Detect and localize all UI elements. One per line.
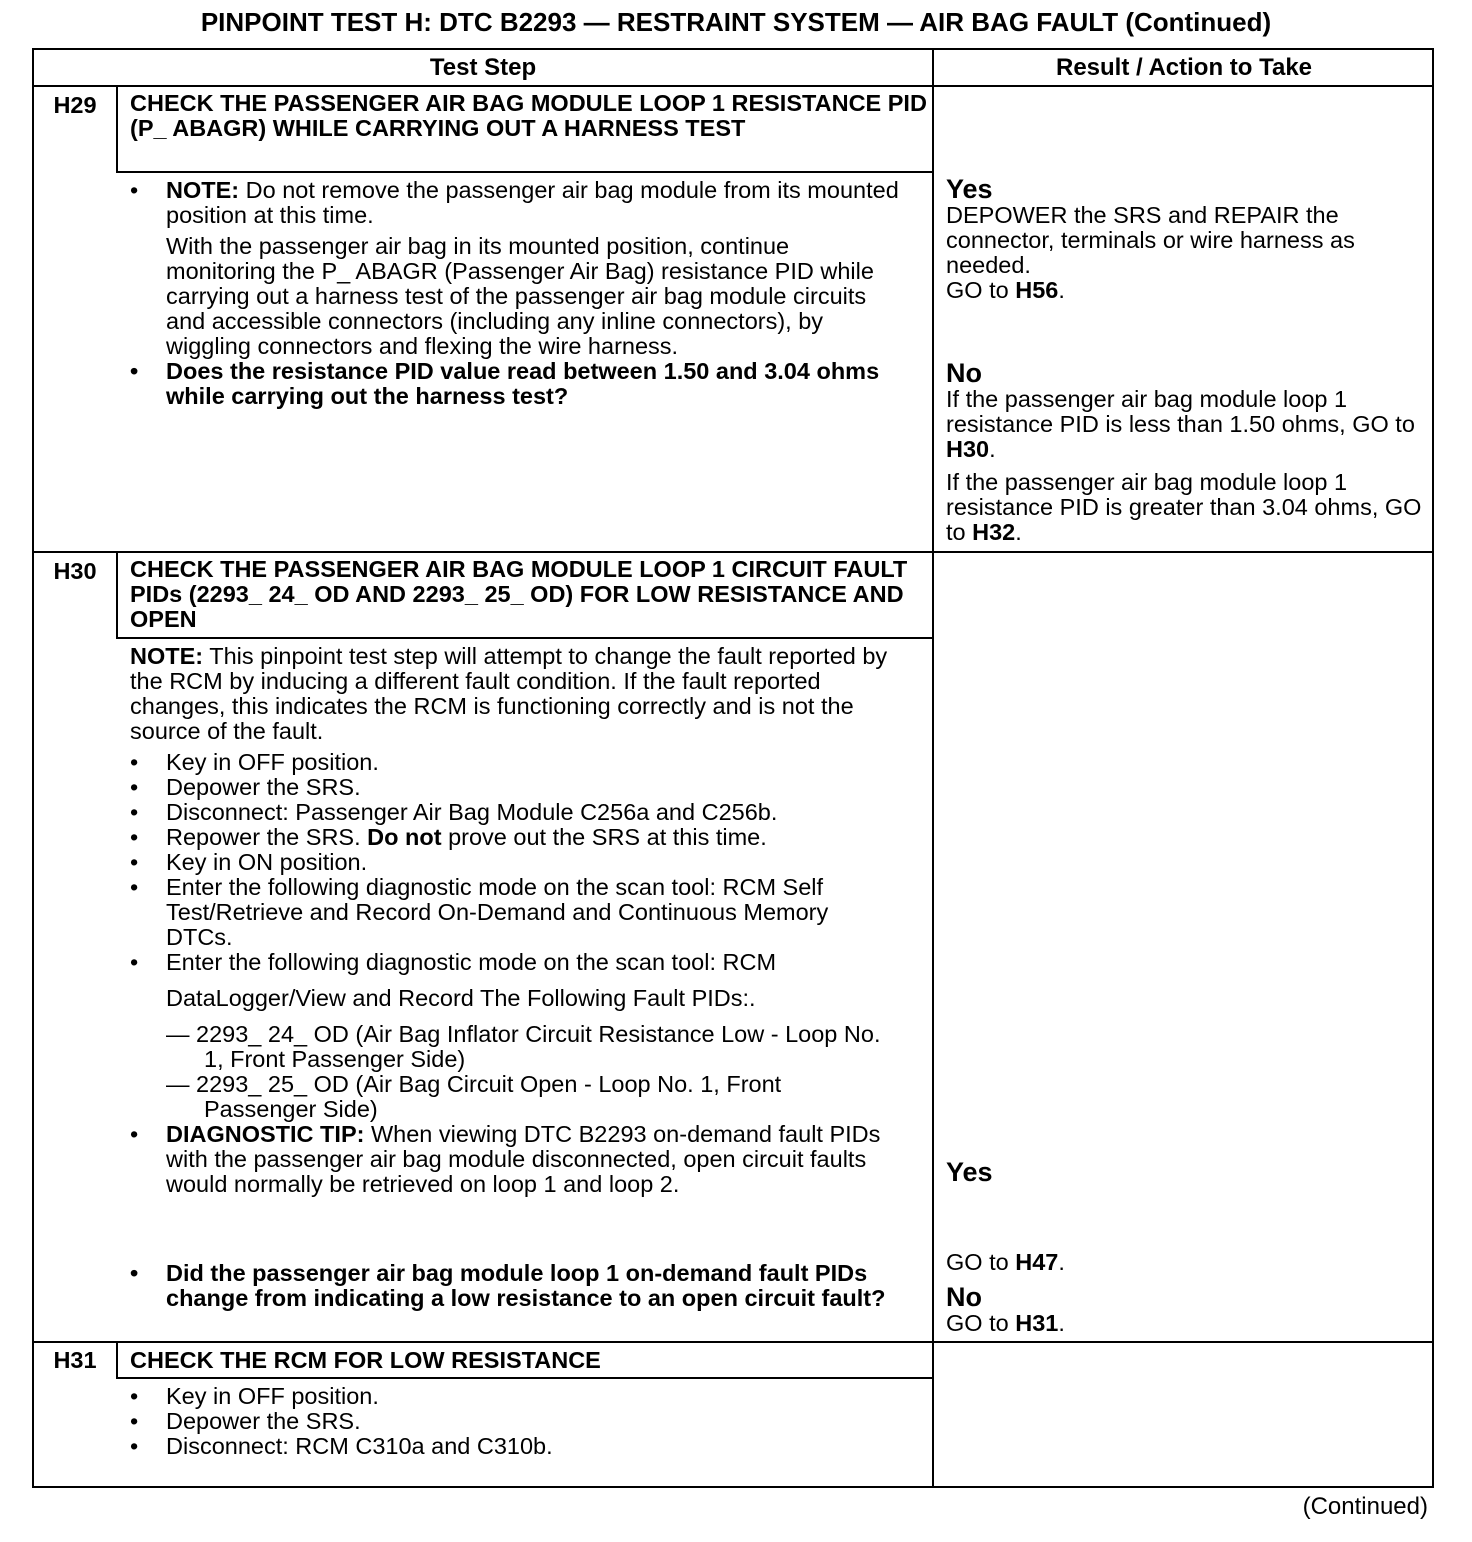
h29-no-label: No (946, 358, 982, 388)
step-body-h29 (130, 178, 900, 409)
h31-bullet-depower: • Depower the SRS. (130, 1409, 900, 1434)
h29-no-text-high: If the passenger air bag module loop 1 resistance PID is greater than 3.04 ohms, GO to H32. (946, 469, 1422, 545)
h30-bullet-key-off: • Key in OFF position. (130, 750, 900, 775)
step-id-h30: H30 (53, 558, 97, 584)
h30-yes-goto: GO to H47. (946, 1249, 1065, 1275)
column-header-test-step: Test Step (429, 54, 537, 81)
step-body-h30 (130, 644, 900, 1311)
step-heading-h30: CHECK THE PASSENGER AIR BAG MODULE LOOP 1 CIRCUIT FAULT PIDs (2293_ 24_ OD AND 2293_ 25_ OD) FOR LOW RESISTANCE AND OPEN (130, 556, 908, 632)
column-divider (932, 50, 934, 1488)
h31-bullet-disconnect: • Disconnect: RCM C310a and C310b. (130, 1434, 900, 1459)
step-heading-h31: CHECK THE RCM FOR LOW RESISTANCE (130, 1347, 601, 1373)
continued-footer: (Continued) (1302, 1493, 1428, 1520)
h30-no-label: No (946, 1282, 982, 1312)
h30-question: • Did the passenger air bag module loop 1 on-demand fault PIDs change from indicating a low resistance to an open circuit fault? (130, 1261, 900, 1311)
h31-bullet-key-off: • Key in OFF position. (130, 1384, 900, 1409)
h30-fault-pid-low: — 2293_ 24_ OD (Air Bag Inflator Circuit Resistance Low - Loop No. 1, Front Passenger Side) (166, 1021, 881, 1072)
result-h30 (946, 1158, 1436, 1336)
step-body-h31 (130, 1384, 900, 1459)
step-id-h29: H29 (53, 92, 97, 118)
h30-heading-rule (116, 637, 932, 639)
h30-yes-label: Yes (946, 1157, 993, 1187)
h30-fault-pid-open: — 2293_ 25_ OD (Air Bag Circuit Open - Loop No. 1, Front Passenger Side) (166, 1071, 782, 1122)
h29-yes-label: Yes (946, 174, 993, 204)
step-heading-h29: CHECK THE PASSENGER AIR BAG MODULE LOOP 1 RESISTANCE PID (P_ ABAGR) WHILE CARRYING OUT A HARNESS TEST (130, 90, 927, 141)
h30-bullet-datalogger: • Enter the following diagnostic mode on the scan tool: RCM DataLogger/View and Record The Following Fault PIDs:. (130, 950, 900, 1011)
h29-note-label: NOTE: (166, 177, 240, 203)
result-h29 (946, 175, 1436, 545)
h30-fault-pid-list (130, 1022, 900, 1122)
h30-bullet-self-test: • Enter the following diagnostic mode on the scan tool: RCM Self Test/Retrieve and Record On-Demand and Continuous Memory DTCs. (130, 875, 900, 950)
h30-diagnostic-tip: • DIAGNOSTIC TIP: When viewing DTC B2293 on-demand fault PIDs with the passenger air bag module disconnected, open circuit faults would normally be retrieved on loop 1 and loop 2. (130, 1122, 900, 1197)
h31-heading-rule (116, 1377, 932, 1379)
h30-bullet-depower: • Depower the SRS. (130, 775, 900, 800)
h30-datalogger-cont: DataLogger/View and Record The Following Fault PIDs:. (166, 985, 756, 1011)
h30-no-goto: GO to H31. (946, 1310, 1065, 1336)
h31-id-divider (116, 1342, 118, 1378)
h30-bullet-key-on: • Key in ON position. (130, 850, 900, 875)
h30-id-divider (116, 552, 118, 638)
h29-row-rule (34, 551, 1432, 553)
h30-row-rule (34, 1341, 1432, 1343)
h30-bullet-disconnect: • Disconnect: Passenger Air Bag Module C256a and C256b. (130, 800, 900, 825)
h29-heading-rule (116, 171, 932, 173)
pinpoint-test-table (32, 48, 1434, 1488)
h30-note: NOTE: This pinpoint test step will attempt to change the fault reported by the RCM by inducing a different fault condition. If the fault reported changes, this indicates the RCM is functioning correctly and is not the source of the fault. (130, 643, 888, 744)
h29-question: • Does the resistance PID value read between 1.50 and 3.04 ohms while carrying out the harness test? (130, 359, 900, 409)
page-title: PINPOINT TEST H: DTC B2293 — RESTRAINT SYSTEM — AIR BAG FAULT (Continued) (200, 7, 1272, 37)
step-id-h31: H31 (53, 1347, 97, 1373)
h29-note-text: Do not remove the passenger air bag module from its mounted position at this time. (166, 177, 899, 228)
h29-yes-text: DEPOWER the SRS and REPAIR the connector, terminals or wire harness as needed. (946, 202, 1355, 278)
h30-bullet-repower: • Repower the SRS. Do not prove out the SRS at this time. (130, 825, 900, 850)
h29-procedure-text: With the passenger air bag in its mounted position, continue monitoring the P_ ABAGR (Passenger Air Bag) resistance PID while carrying out a harness test of the passenger air bag module circuits and accessible connectors (including any inline connectors), by wiggling connectors and flexing the wire harness. (166, 233, 874, 359)
h29-yes-goto: GO to H56. (946, 277, 1065, 303)
h29-id-divider (116, 86, 118, 172)
header-rule (34, 85, 1432, 87)
h29-note-bullet (130, 178, 900, 359)
column-header-result: Result / Action to Take (1055, 54, 1313, 81)
h29-no-text-low: If the passenger air bag module loop 1 resistance PID is less than 1.50 ohms, GO to H30. (946, 386, 1415, 462)
